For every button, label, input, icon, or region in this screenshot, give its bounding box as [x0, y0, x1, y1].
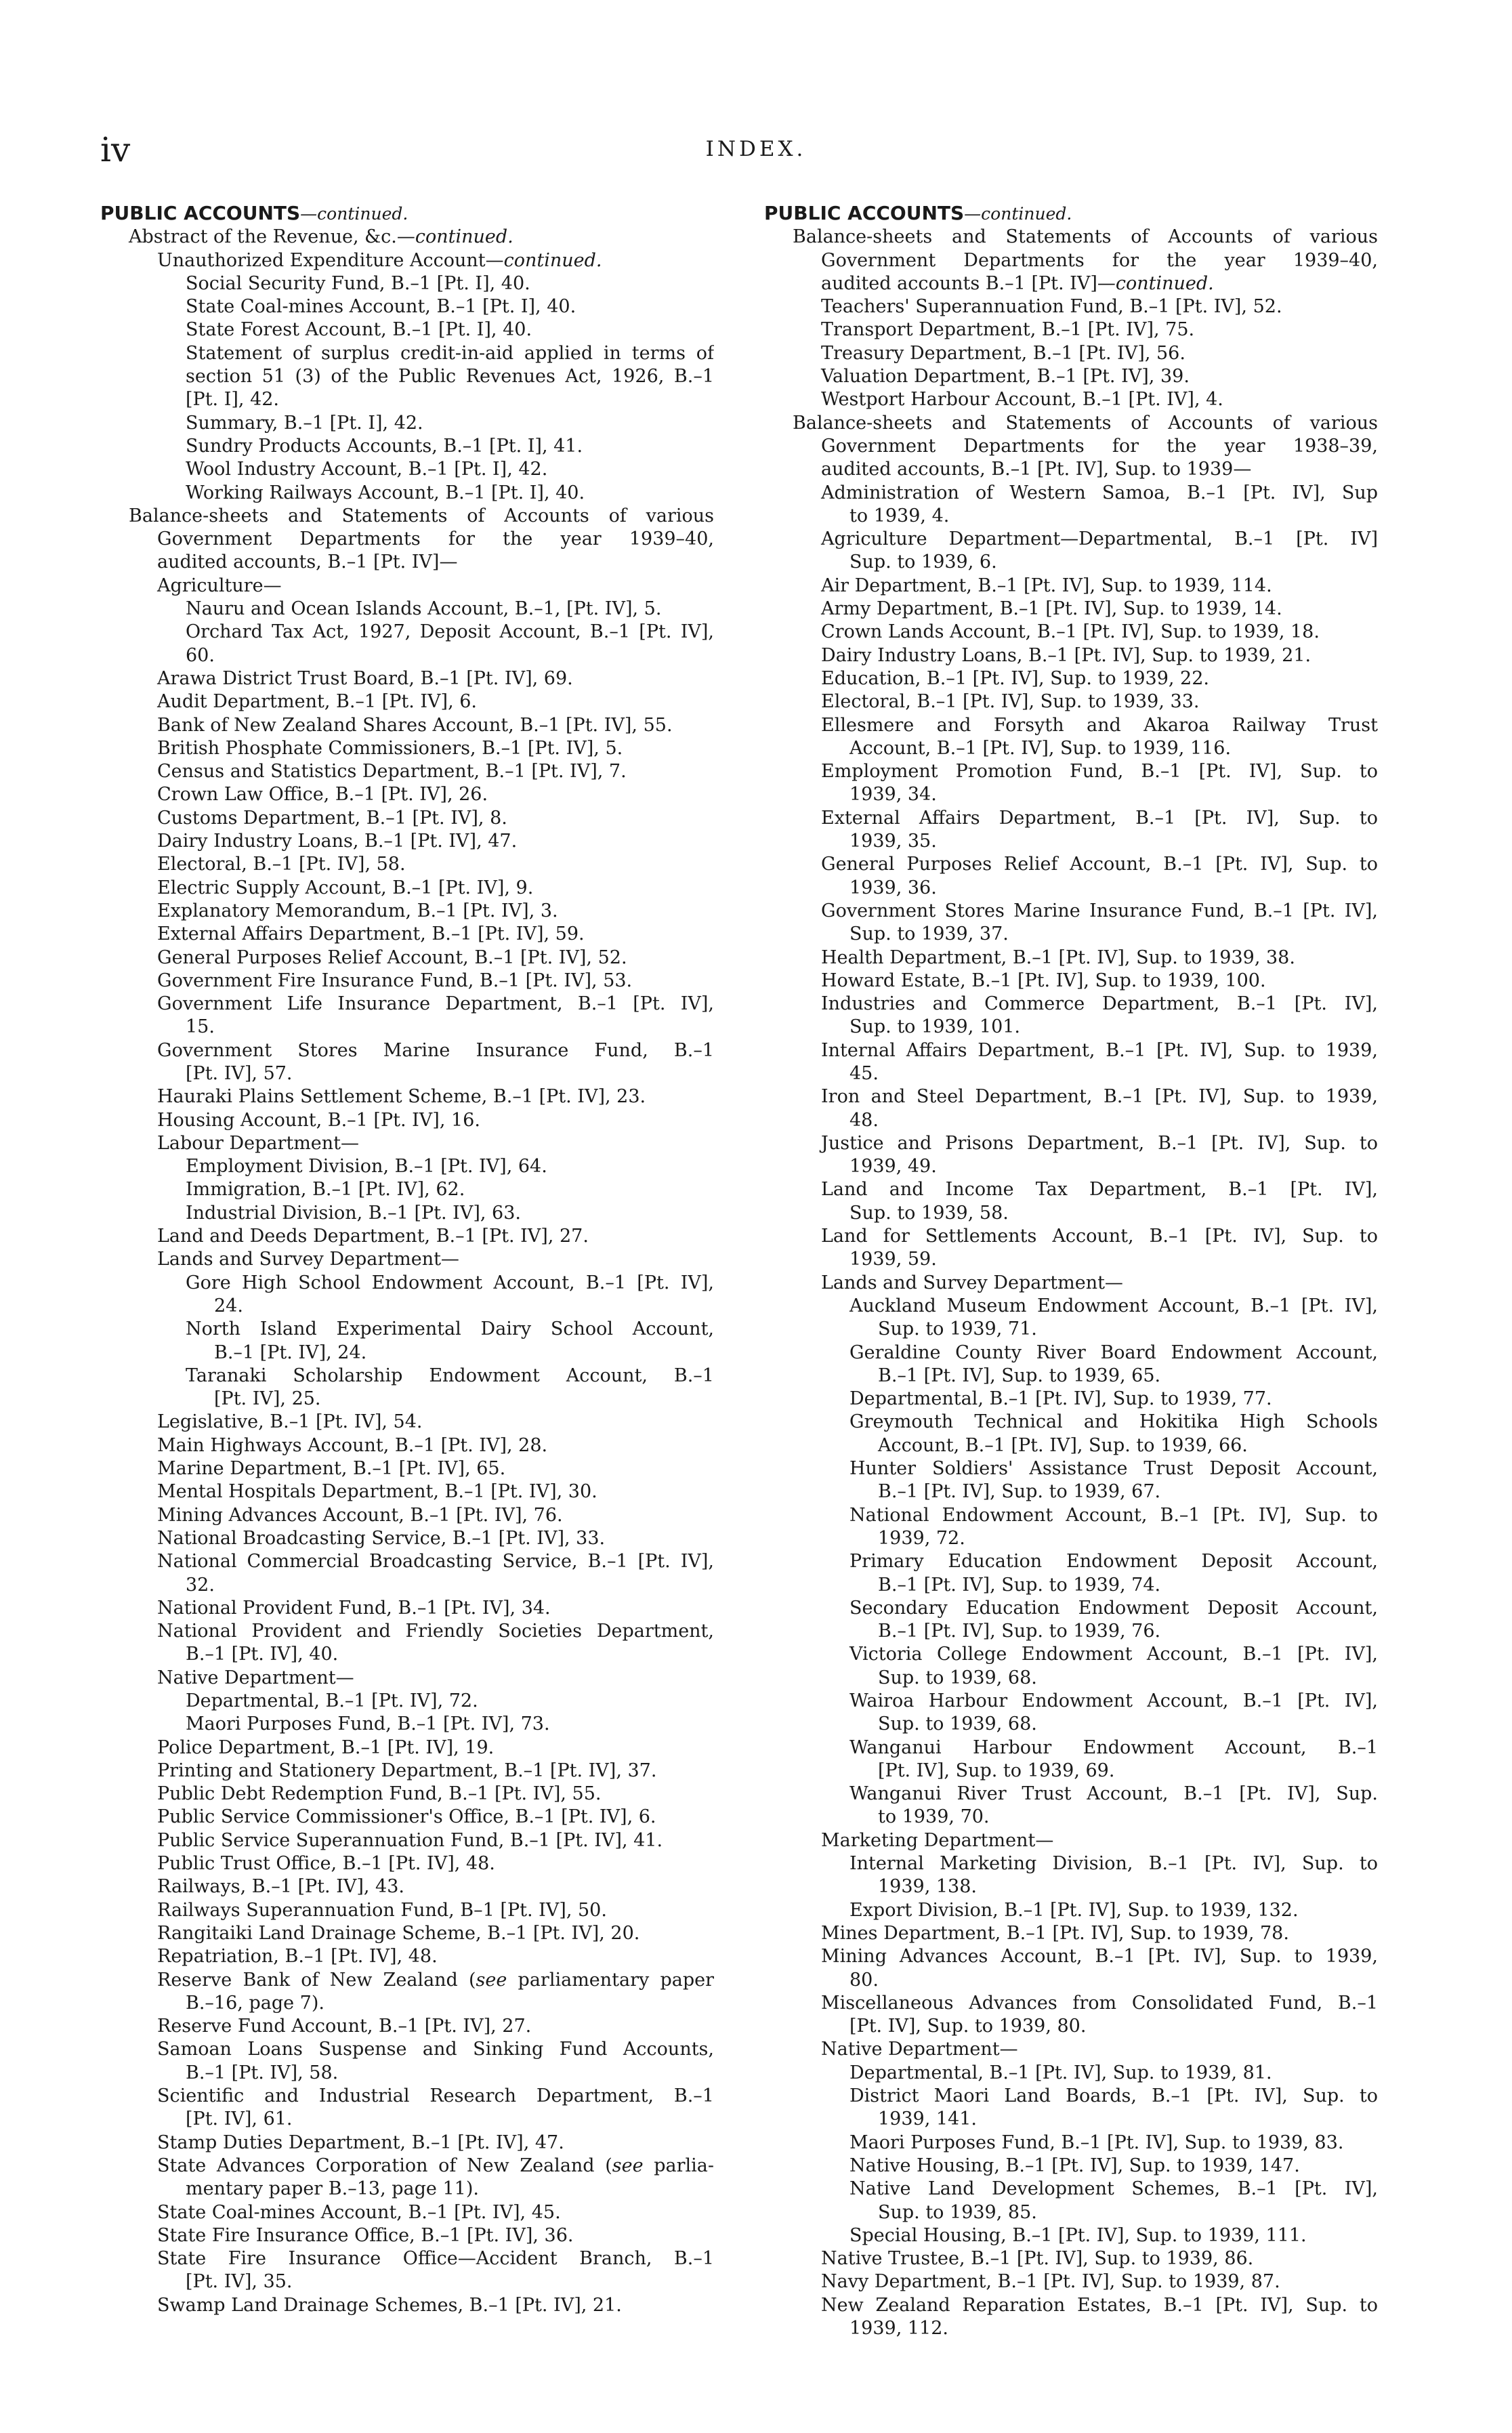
index-entry-line: audited accounts, B.–1 [Pt. IV]—	[157, 552, 458, 573]
index-entry-line: Balance-sheets and Statements of Accounts of various	[793, 226, 1378, 248]
index-entry-line: Nauru and Ocean Islands Account, B.–1, [Pt. IV], 5.	[186, 598, 662, 620]
index-entry-line: Public Trust Office, B.–1 [Pt. IV], 48.	[157, 1853, 495, 1875]
section-heading: PUBLIC ACCOUNTS—continued.	[100, 202, 408, 224]
index-entry-line: Immigration, B.–1 [Pt. IV], 62.	[186, 1179, 465, 1201]
index-entry-line: Government Departments for the year 1938–39,	[821, 435, 1378, 457]
index-entry-line: Employment Division, B.–1 [Pt. IV], 64.	[186, 1156, 547, 1178]
index-entry-line: Valuation Department, B.–1 [Pt. IV], 39.	[821, 366, 1190, 388]
index-entry-line: Lands and Survey Department—	[821, 1272, 1123, 1293]
index-entry-line: British Phosphate Commissioners, B.–1 [Pt. IV], 5.	[157, 737, 623, 759]
index-entry-line: Census and Statistics Department, B.–1 [Pt. IV], 7.	[157, 761, 627, 783]
index-entry-line: Air Department, B.–1 [Pt. IV], Sup. to 1939, 114.	[821, 575, 1272, 596]
section-heading: PUBLIC ACCOUNTS—continued.	[764, 202, 1072, 224]
index-entry-line: B.–16, page 7).	[186, 1992, 324, 2014]
index-entry-line: 1939, 138.	[878, 1876, 977, 1898]
index-entry-line: Statement of surplus credit-in-aid applied in terms of	[186, 342, 714, 364]
index-entry-line: Government Departments for the year 1939–40,	[821, 249, 1378, 271]
index-entry-line: Housing Account, B.–1 [Pt. IV], 16.	[157, 1109, 480, 1131]
index-entry-line: Miscellaneous Advances from Consolidated Fund, B.–1	[821, 1992, 1378, 2014]
index-entry-line: B.–1 [Pt. IV], Sup. to 1939, 65.	[878, 1365, 1161, 1386]
index-entry-line: 60.	[186, 644, 215, 666]
index-entry-line: Orchard Tax Act, 1927, Deposit Account, B.–1 [Pt. IV],	[186, 621, 714, 643]
index-entry-line: Native Housing, B.–1 [Pt. IV], Sup. to 1939, 147.	[849, 2155, 1300, 2176]
index-entry-line: State Coal-mines Account, B.–1 [Pt. IV], 45.	[157, 2201, 561, 2223]
index-entry-line: Ellesmere and Forsyth and Akaroa Railway Trust	[821, 714, 1378, 736]
index-entry-line: Police Department, B.–1 [Pt. IV], 19.	[157, 1737, 495, 1758]
index-entry-line: 1939, 72.	[878, 1527, 965, 1549]
index-entry-line: Iron and Steel Department, B.–1 [Pt. IV], Sup. to 1939,	[821, 1086, 1378, 1108]
index-entry-line: Mining Advances Account, B.–1 [Pt. IV], 76.	[157, 1504, 563, 1526]
index-entry-line: [Pt. IV], 35.	[186, 2271, 293, 2293]
index-entry-line: Navy Department, B.–1 [Pt. IV], Sup. to 1939, 87.	[821, 2271, 1280, 2293]
index-entry-line: District Maori Land Boards, B.–1 [Pt. IV], Sup. to	[849, 2085, 1378, 2107]
index-entry-line: B.–1 [Pt. IV], 24.	[214, 1342, 367, 1363]
index-entry-line: 1939, 59.	[849, 1249, 937, 1270]
index-entry-line: Hauraki Plains Settlement Scheme, B.–1 [Pt. IV], 23.	[157, 1086, 646, 1108]
index-entry-line: Maori Purposes Fund, B.–1 [Pt. IV], Sup. to 1939, 83.	[849, 2132, 1344, 2153]
index-entry-line: North Island Experimental Dairy School Account,	[186, 1318, 714, 1340]
index-entry-line: Explanatory Memorandum, B.–1 [Pt. IV], 3.	[157, 900, 558, 921]
index-entry-line: Sup. to 1939, 68.	[878, 1713, 1037, 1735]
index-entry-line: Electoral, B.–1 [Pt. IV], Sup. to 1939, 33.	[821, 691, 1200, 713]
index-entry-line: Marketing Department—	[821, 1829, 1054, 1851]
index-entry-line: Land for Settlements Account, B.–1 [Pt. IV], Sup. to	[821, 1226, 1378, 1247]
index-entry-line: [Pt. IV], 25.	[214, 1388, 321, 1410]
index-entry-line: audited accounts, B.–1 [Pt. IV], Sup. to 1939—	[821, 459, 1252, 480]
index-entry-line: Departmental, B.–1 [Pt. IV], Sup. to 1939, 81.	[849, 2062, 1272, 2083]
index-entry-line: Treasury Department, B.–1 [Pt. IV], 56.	[821, 342, 1185, 364]
index-entry-line: Native Department—	[821, 2039, 1018, 2060]
index-entry-line: Maori Purposes Fund, B.–1 [Pt. IV], 73.	[186, 1713, 550, 1735]
index-entry-line: Legislative, B.–1 [Pt. IV], 54.	[157, 1411, 423, 1433]
page-number: iv	[100, 130, 131, 169]
index-entry-line: Secondary Education Endowment Deposit Account,	[849, 1597, 1378, 1619]
index-entry-line: Internal Affairs Department, B.–1 [Pt. IV], Sup. to 1939,	[821, 1039, 1378, 1061]
index-entry-line: Industrial Division, B.–1 [Pt. IV], 63.	[186, 1202, 521, 1224]
index-entry-line: Reserve Bank of New Zealand (see parliamentary paper	[157, 1969, 714, 1991]
index-entry-line: Lands and Survey Department—	[157, 1249, 459, 1270]
index-entry-line: Abstract of the Revenue, &c.—continued.	[129, 226, 513, 248]
index-entry-line: Wanganui River Trust Account, B.–1 [Pt. IV], Sup.	[849, 1783, 1378, 1805]
index-entry-line: 1939, 34.	[849, 784, 937, 806]
index-entry-line: Mental Hospitals Department, B.–1 [Pt. IV], 30.	[157, 1481, 597, 1503]
index-entry-line: Transport Department, B.–1 [Pt. IV], 75.	[821, 319, 1195, 341]
index-entry-line: Labour Department—	[157, 1132, 360, 1154]
index-entry-line: Marine Department, B.–1 [Pt. IV], 65.	[157, 1458, 506, 1480]
index-entry-line: Balance-sheets and Statements of Accounts of various	[129, 505, 714, 526]
index-entry-line: [Pt. IV], Sup. to 1939, 69.	[878, 1760, 1115, 1781]
index-entry-line: Land and Income Tax Department, B.–1 [Pt. IV],	[821, 1179, 1378, 1201]
index-entry-line: Sundry Products Accounts, B.–1 [Pt. I], 41.	[186, 435, 583, 457]
index-entry-line: Greymouth Technical and Hokitika High Schools	[849, 1411, 1378, 1433]
index-entry-line: Balance-sheets and Statements of Accounts of various	[793, 412, 1378, 434]
index-entry-line: Dairy Industry Loans, B.–1 [Pt. IV], Sup. to 1939, 21.	[821, 644, 1311, 666]
index-entry-line: Administration of Western Samoa, B.–1 [Pt. IV], Sup	[821, 482, 1378, 503]
index-entry-line: Government Stores Marine Insurance Fund, B.–1 [Pt. IV],	[821, 900, 1378, 921]
index-entry-line: B.–1 [Pt. IV], Sup. to 1939, 76.	[878, 1621, 1161, 1642]
index-entry-line: Hunter Soldiers' Assistance Trust Deposit Account,	[849, 1458, 1378, 1480]
index-entry-line: State Fire Insurance Office, B.–1 [Pt. IV], 36.	[157, 2224, 574, 2246]
index-entry-line: Employment Promotion Fund, B.–1 [Pt. IV], Sup. to	[821, 761, 1378, 783]
index-entry-line: 45.	[849, 1062, 879, 1084]
index-entry-line: Health Department, B.–1 [Pt. IV], Sup. to 1939, 38.	[821, 947, 1295, 968]
index-entry-line: [Pt. IV], Sup. to 1939, 80.	[849, 2016, 1087, 2037]
index-entry-line: Electoral, B.–1 [Pt. IV], 58.	[157, 854, 406, 875]
index-entry-line: 1939, 141.	[878, 2108, 977, 2130]
index-entry-line: Mines Department, B.–1 [Pt. IV], Sup. to 1939, 78.	[821, 1922, 1289, 1944]
index-entry-line: Railways, B.–1 [Pt. IV], 43.	[157, 1876, 405, 1898]
index-entry-line: Swamp Land Drainage Schemes, B.–1 [Pt. IV], 21.	[157, 2294, 622, 2316]
index-entry-line: Departmental, B.–1 [Pt. IV], 72.	[186, 1690, 478, 1711]
index-entry-line: State Forest Account, B.–1 [Pt. I], 40.	[186, 319, 532, 341]
index-entry-line: Government Departments for the year 1939–40,	[157, 528, 714, 550]
index-entry-line: Education, B.–1 [Pt. IV], Sup. to 1939, 22.	[821, 667, 1209, 689]
index-entry-line: 1939, 36.	[849, 877, 937, 898]
index-entry-line: Native Land Development Schemes, B.–1 [Pt. IV],	[849, 2178, 1378, 2200]
index-entry-line: Public Service Superannuation Fund, B.–1 [Pt. IV], 41.	[157, 1829, 663, 1851]
index-entry-line: External Affairs Department, B.–1 [Pt. IV], Sup. to	[821, 807, 1378, 829]
index-entry-line: Army Department, B.–1 [Pt. IV], Sup. to 1939, 14.	[821, 598, 1282, 620]
index-entry-line: 24.	[214, 1295, 243, 1316]
index-entry-line: Unauthorized Expenditure Account—continued.	[157, 249, 602, 271]
index-entry-line: Victoria College Endowment Account, B.–1 [Pt. IV],	[849, 1644, 1378, 1665]
index-entry-line: Mining Advances Account, B.–1 [Pt. IV], Sup. to 1939,	[821, 1946, 1378, 1968]
index-entry-line: Railways Superannuation Fund, B–1 [Pt. IV], 50.	[157, 1899, 607, 1921]
index-entry-line: Reserve Fund Account, B.–1 [Pt. IV], 27.	[157, 2016, 532, 2037]
index-entry-line: National Commercial Broadcasting Service, B.–1 [Pt. IV],	[157, 1551, 714, 1573]
index-entry-line: Sup. to 1939, 85.	[878, 2201, 1037, 2223]
index-entry-line: Summary, B.–1 [Pt. I], 42.	[186, 412, 423, 434]
index-entry-line: Wool Industry Account, B.–1 [Pt. I], 42.	[186, 459, 548, 480]
index-entry-line: Special Housing, B.–1 [Pt. IV], Sup. to 1939, 111.	[849, 2224, 1307, 2246]
index-entry-line: Dairy Industry Loans, B.–1 [Pt. IV], 47.	[157, 831, 518, 852]
index-entry-line: section 51 (3) of the Public Revenues Act, 1926, B.–1	[186, 366, 714, 388]
index-entry-line: 1939, 35.	[849, 831, 937, 852]
index-entry-line: B.–1 [Pt. IV], Sup. to 1939, 74.	[878, 1574, 1161, 1596]
index-entry-line: mentary paper B.–13, page 11).	[186, 2178, 479, 2200]
index-entry-line: Internal Marketing Division, B.–1 [Pt. IV], Sup. to	[849, 1853, 1378, 1875]
index-entry-line: Native Trustee, B.–1 [Pt. IV], Sup. to 1939, 86.	[821, 2248, 1254, 2270]
index-entry-line: Export Division, B.–1 [Pt. IV], Sup. to 1939, 132.	[849, 1899, 1299, 1921]
index-entry-line: to 1939, 4.	[849, 505, 950, 526]
index-entry-line: Working Railways Account, B.–1 [Pt. I], 40.	[186, 482, 585, 503]
index-entry-line: 80.	[849, 1969, 879, 1991]
index-entry-line: to 1939, 70.	[878, 1806, 990, 1828]
index-entry-line: Teachers' Superannuation Fund, B.–1 [Pt. IV], 52.	[821, 296, 1282, 318]
index-entry-line: Account, B.–1 [Pt. IV], Sup. to 1939, 66.	[878, 1434, 1248, 1456]
index-entry-line: Public Service Commissioner's Office, B.–1 [Pt. IV], 6.	[157, 1806, 656, 1828]
index-entry-line: B.–1 [Pt. IV], 58.	[186, 2062, 339, 2083]
index-entry-line: State Advances Corporation of New Zealand (see parlia-	[157, 2155, 714, 2176]
index-entry-line: Land and Deeds Department, B.–1 [Pt. IV], 27.	[157, 1226, 589, 1247]
index-entry-line: Bank of New Zealand Shares Account, B.–1 [Pt. IV], 55.	[157, 714, 673, 736]
index-entry-line: Departmental, B.–1 [Pt. IV], Sup. to 1939, 77.	[849, 1388, 1272, 1410]
index-entry-line: 1939, 112.	[849, 2318, 948, 2340]
index-entry-line: Sup. to 1939, 68.	[878, 1667, 1037, 1688]
index-entry-line: Repatriation, B.–1 [Pt. IV], 48.	[157, 1946, 438, 1968]
index-entry-line: Government Fire Insurance Fund, B.–1 [Pt. IV], 53.	[157, 970, 633, 991]
index-entry-line: [Pt. IV], 61.	[186, 2108, 293, 2130]
index-entry-line: Howard Estate, B.–1 [Pt. IV], Sup. to 1939, 100.	[821, 970, 1266, 991]
index-entry-line: National Provident and Friendly Societies Department,	[157, 1621, 714, 1642]
index-entry-line: Stamp Duties Department, B.–1 [Pt. IV], 47.	[157, 2132, 564, 2153]
index-column-right	[764, 202, 1378, 2340]
page-title: INDEX.	[705, 137, 807, 161]
index-entry-line: [Pt. IV], 57.	[186, 1062, 293, 1084]
index-entry-line: Public Debt Redemption Fund, B.–1 [Pt. IV], 55.	[157, 1783, 602, 1805]
index-entry-line: New Zealand Reparation Estates, B.–1 [Pt. IV], Sup. to	[821, 2294, 1378, 2316]
index-entry-line: National Broadcasting Service, B.–1 [Pt. IV], 33.	[157, 1527, 606, 1549]
index-entry-line: B.–1 [Pt. IV], Sup. to 1939, 67.	[878, 1481, 1161, 1503]
index-entry-line: Sup. to 1939, 58.	[849, 1202, 1009, 1224]
index-entry-line: Main Highways Account, B.–1 [Pt. IV], 28.	[157, 1434, 548, 1456]
index-entry-line: audited accounts B.–1 [Pt. IV]—continued.	[821, 272, 1214, 294]
index-entry-line: Samoan Loans Suspense and Sinking Fund Accounts,	[157, 2039, 714, 2060]
index-entry-line: Customs Department, B.–1 [Pt. IV], 8.	[157, 807, 507, 829]
index-entry-line: Crown Law Office, B.–1 [Pt. IV], 26.	[157, 784, 488, 806]
index-entry-line: Printing and Stationery Department, B.–1 [Pt. IV], 37.	[157, 1760, 657, 1781]
index-entry-line: Sup. to 1939, 101.	[849, 1016, 1021, 1038]
index-entry-line: Social Security Fund, B.–1 [Pt. I], 40.	[186, 272, 530, 294]
index-entry-line: Arawa District Trust Board, B.–1 [Pt. IV], 69.	[157, 667, 573, 689]
index-entry-line: Justice and Prisons Department, B.–1 [Pt. IV], Sup. to	[821, 1132, 1378, 1154]
index-entry-line: Government Life Insurance Department, B.–1 [Pt. IV],	[157, 993, 714, 1015]
index-entry-line: Audit Department, B.–1 [Pt. IV], 6.	[157, 691, 478, 713]
index-entry-line: 32.	[186, 1574, 215, 1596]
index-entry-line: External Affairs Department, B.–1 [Pt. IV], 59.	[157, 923, 585, 945]
index-entry-line: 15.	[186, 1016, 215, 1038]
index-entry-line: State Fire Insurance Office—Accident Branch, B.–1	[157, 2248, 714, 2270]
index-entry-line: Native Department—	[157, 1667, 354, 1688]
index-entry-line: [Pt. I], 42.	[186, 389, 280, 411]
index-entry-line: Agriculture Department—Departmental, B.–1 [Pt. IV]	[821, 528, 1378, 550]
index-entry-line: Crown Lands Account, B.–1 [Pt. IV], Sup. to 1939, 18.	[821, 621, 1320, 643]
index-entry-line: 48.	[849, 1109, 879, 1131]
index-entry-line: Electric Supply Account, B.–1 [Pt. IV], 9.	[157, 877, 534, 898]
index-entry-line: Scientific and Industrial Research Department, B.–1	[157, 2085, 714, 2107]
index-entry-line: State Coal-mines Account, B.–1 [Pt. I], 40.	[186, 296, 576, 318]
index-entry-line: 1939, 49.	[849, 1156, 937, 1178]
index-entry-line: Westport Harbour Account, B.–1 [Pt. IV], 4.	[821, 389, 1223, 411]
index-entry-line: Rangitaiki Land Drainage Scheme, B.–1 [Pt. IV], 20.	[157, 1922, 640, 1944]
index-entry-line: Sup. to 1939, 71.	[878, 1318, 1037, 1340]
index-entry-line: Taranaki Scholarship Endowment Account, B.–1	[186, 1365, 714, 1386]
index-entry-line: National Provident Fund, B.–1 [Pt. IV], 34.	[157, 1597, 551, 1619]
index-entry-line: Wanganui Harbour Endowment Account, B.–1	[849, 1737, 1378, 1758]
index-entry-line: Gore High School Endowment Account, B.–1 [Pt. IV],	[186, 1272, 714, 1293]
index-entry-line: General Purposes Relief Account, B.–1 [Pt. IV], 52.	[157, 947, 627, 968]
index-entry-line: B.–1 [Pt. IV], 40.	[186, 1644, 339, 1665]
index-entry-line: Sup. to 1939, 6.	[849, 552, 997, 573]
index-entry-line: Industries and Commerce Department, B.–1 [Pt. IV],	[821, 993, 1378, 1015]
index-entry-line: Auckland Museum Endowment Account, B.–1 [Pt. IV],	[849, 1295, 1378, 1316]
index-entry-line: National Endowment Account, B.–1 [Pt. IV], Sup. to	[849, 1504, 1378, 1526]
index-entry-line: Government Stores Marine Insurance Fund, B.–1	[157, 1039, 714, 1061]
index-entry-line: Agriculture—	[157, 575, 282, 596]
index-entry-line: Primary Education Endowment Deposit Account,	[849, 1551, 1378, 1573]
index-entry-line: General Purposes Relief Account, B.–1 [Pt. IV], Sup. to	[821, 854, 1378, 875]
index-entry-line: Account, B.–1 [Pt. IV], Sup. to 1939, 116.	[849, 737, 1232, 759]
index-entry-line: Wairoa Harbour Endowment Account, B.–1 [Pt. IV],	[849, 1690, 1378, 1711]
index-entry-line: Geraldine County River Board Endowment Account,	[849, 1342, 1378, 1363]
index-entry-line: Sup. to 1939, 37.	[849, 923, 1009, 945]
index-column-left	[100, 202, 714, 2317]
